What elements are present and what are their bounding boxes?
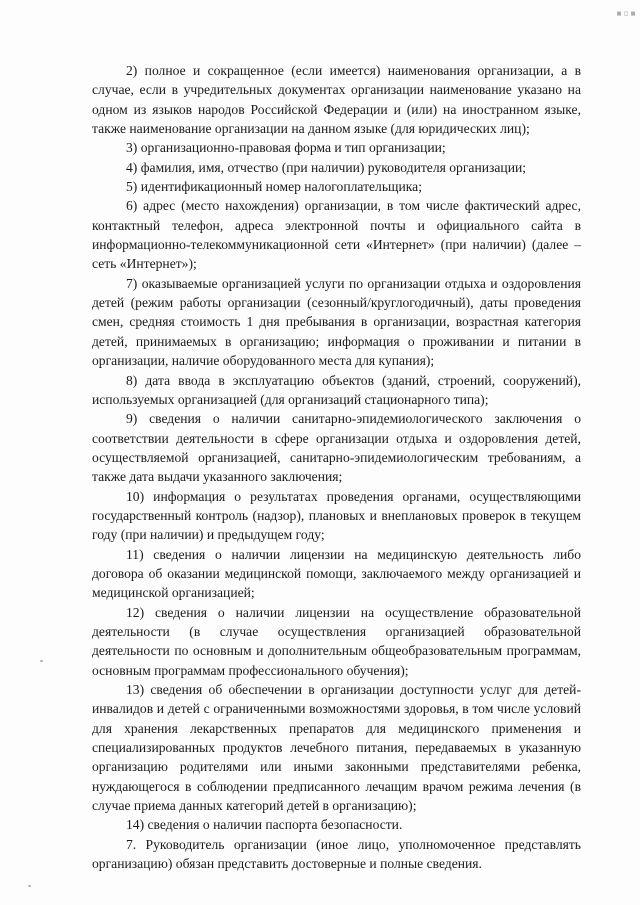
paragraph-item-4: 4) фамилия, имя, отчество (при наличии) руководителя организации; xyxy=(126,159,527,175)
paragraph-item-13: 13) сведения об обеспечении в организации доступности услуг для детей-инвалидов и детей с ограниченными возможностями здоровья, в том числе условий для хранения лекарственных препаратов для медицинского применения и специализированных продуктов лечебного питания, передаваемых в указанную организацию родителями или иными законными представителями ребенка, нуждающегося в соблюдении предписанного лечащим врачом режима лечения (в случае приема данных категорий детей в организацию); xyxy=(92,682,581,814)
paragraph-item-3: 3) организационно-правовая форма и тип организации; xyxy=(126,140,446,156)
paragraph-item-2: 2) полное и сокращенное (если имеется) наименования организации, а в случае, если в учредительных документах организации наименование указано на одном из языков народов Российской Федерации и (или) на иностранном языке, также наименование организации на данном языке (для юридических лиц); xyxy=(92,63,581,137)
document-body xyxy=(92,61,581,873)
paragraph-item-11: 11) сведения о наличии лицензии на медицинскую деятельность либо договора об оказании медицинской помощи, заключаемого между организацией и медицинской организацией; xyxy=(92,546,581,601)
paragraph-item-6: 6) адрес (место нахождения) организации, в том числе фактический адрес, контактный телефон, адреса электронной почты и официального сайта в информационно-телекоммуникационной сети «Интернет» (при наличии) (далее – сеть «Интернет»); xyxy=(92,198,581,272)
paragraph-item-14: 14) сведения о наличии паспорта безопасности. xyxy=(126,817,403,833)
paragraph-item-5: 5) идентификационный номер налогоплательщика; xyxy=(126,179,422,195)
paragraph-clause-7: 7. Руководитель организации (иное лицо, уполномоченное представлять организацию) обязан представить достоверные и полные сведения. xyxy=(92,836,581,872)
paragraph-item-8: 8) дата ввода в эксплуатацию объектов (зданий, строений, сооружений), используемых организацией (для организаций стационарного типа); xyxy=(92,372,581,407)
scan-speck xyxy=(28,885,31,887)
paragraph-item-10: 10) информация о результатах проведения органами, осуществляющими государственный контроль (надзор), плановых и внеплановых проверок в текущем году (при наличии) и предыдущем году; xyxy=(92,488,581,543)
paragraph-item-9: 9) сведения о наличии санитарно-эпидемиологического заключения о соответствии деятельности в сфере организации отдыха и оздоровления детей, осуществляемой организацией, санитарно-эпидемиологическим требованиям, а также дата выдачи указанного заключения; xyxy=(92,411,581,485)
scan-speck xyxy=(40,660,43,662)
paragraph-item-12: 12) сведения о наличии лицензии на осуществление образовательной деятельности (в случае осуществления организацией образовательной деятельности по основным и дополнительным общеобразовательным программам, основным программам профессионального обучения); xyxy=(92,604,581,678)
paragraph-item-7: 7) оказываемые организацией услуги по организации отдыха и оздоровления детей (режим работы организации (сезонный/круглогодичный), даты проведения смен, средняя стоимость 1 дня пребывания в организации, возрастная категория детей, принимаемых в организацию; информация о проживании и питании в организации, наличие оборудованного места для купания); xyxy=(92,275,581,369)
corner-stamp-mark: ▪ ▫ ▪ xyxy=(615,11,638,17)
